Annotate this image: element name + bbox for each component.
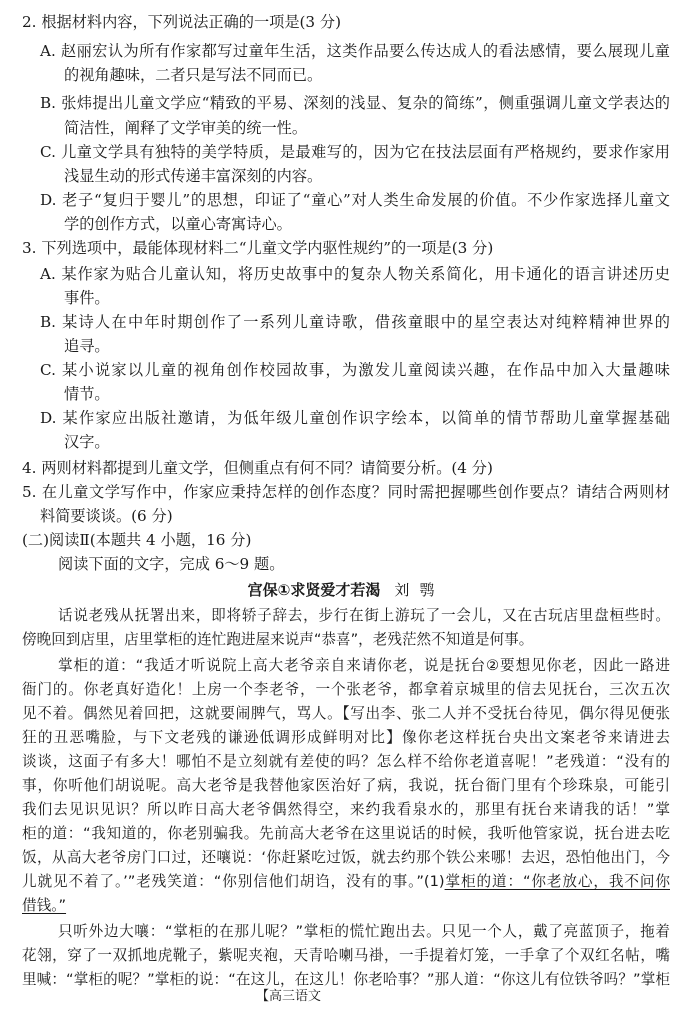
passage-line: 里喊：“掌柜的呢？”掌柜的说：“在这儿，在这儿！你老哈事？”那人道：“你这儿有位铁爷吗？”掌柜 [22, 971, 670, 988]
question-line: 浅显生动的形式传递丰富深刻的内容。 [64, 167, 323, 185]
question-line: B. 某诗人在中年时期创作了一系列儿童诗歌，借孩童眼中的星空表达对纯粹精神世界的 [40, 313, 670, 331]
passage-line: 掌柜的道：“我适才听说院上高大老爷亲自来请你老，说是抚台②要想见你老，因此一路进 [58, 657, 670, 674]
question-line: 料简要谈谈。(6 分) [40, 507, 173, 525]
passage-line: 谈谈，这面子有多大！哪怕不是立刻就有差使的吗？怎么样不给你老道喜呢！”老残道：“没有的 [22, 753, 670, 770]
question-line: 5. 在儿童文学写作中，作家应秉持怎样的创作态度？同时需把握哪些创作要点？请结合两则材 [22, 483, 670, 501]
question-line: 2. 根据材料内容，下列说法正确的一项是(3 分) [22, 13, 342, 31]
passage-line: 我们去见识见识？所以昨日高大老爷偶然得空，来约我看泉水的，那里有抚台来请我的话！”掌 [22, 801, 670, 818]
passage-line: 见不着。偶然见着回把，这就要闹脾气，骂人。【写出李、张二人并不受抚台待见，偶尔得见便张 [22, 705, 670, 722]
passage-author: 刘鹗 [394, 581, 445, 599]
passage-title-text: 宫保①求贤爱才若渴 [247, 581, 381, 599]
passage-line: 衙门的。你老真好造化！上房一个李老爷，一个张老爷，都拿着京城里的信去见抚台，三次五次 [22, 681, 670, 698]
passage-line: 饭，从高大老爷房门口过，还嚷说：‘你赶紧吃过饭，就去约那个铁公来哪！去迟，恐怕他出门，今 [22, 849, 670, 866]
question-line: 简洁性，阐释了文学审美的统一性。 [64, 119, 307, 137]
underlined-sentence: 掌柜的道：“你老放心，我不问你 [444, 873, 670, 890]
question-line: 3. 下列选项中，最能体现材料二“儿童文学内驱性规约”的一项是(3 分) [22, 239, 494, 257]
passage-line: 事，你听他们胡说呢。高大老爷是我替他家医治好了病，我说，抚台衙门里有个珍珠泉，可能引 [22, 777, 670, 794]
question-line: 事件。 [64, 289, 110, 307]
question-line: 情节。 [64, 385, 110, 403]
passage-line: 花翎，穿了一双抓地虎靴子，紫呢夹袍，天青哈喇马褂，一手提着灯笼，一手拿了个双红名帖，嘴 [22, 947, 670, 964]
question-line: A. 赵丽宏认为所有作家都写过童年生活，这类作品要么传达成人的看法感情，要么展现儿童 [40, 42, 670, 60]
passage-line: 傍晚回到店里，店里掌柜的连忙跑进屋来说声“恭喜”，老残茫然不知道是何事。 [22, 631, 534, 648]
question-line: 学的创作方式，以童心寄寓诗心。 [64, 215, 292, 233]
question-line: D. 老子“复归于婴儿”的思想，印证了“童心”对人类生命发展的价值。不少作家选择儿童文 [40, 191, 670, 209]
passage-line: 柜的道：“我知道的，你老别骗我。先前高大老爷在这里说话的时候，我听他管家说，抚台进去吃 [22, 825, 670, 842]
question-line: 阅读下面的文字，完成 6～9 题。 [58, 555, 285, 573]
question-line: C. 儿童文学具有独特的美学特质，是最难写的，因为它在技法层面有严格规约，要求作家用 [40, 143, 670, 161]
question-line: B. 张炜提出儿童文学应“精致的平易、深刻的浅显、复杂的简练”，侧重强调儿童文学表达的 [40, 94, 670, 112]
question-line: D. 某作家应出版社邀请，为低年级儿童创作识字绘本，以简单的情节帮助儿童掌握基础 [40, 409, 670, 427]
page-footer: 【高三语文 [256, 989, 322, 1004]
passage-title [0, 578, 692, 602]
question-line: 汉字。 [64, 433, 110, 451]
question-line: 的视角趣味，二者只是写法不同而已。 [64, 66, 323, 84]
underlined-sentence: 借钱。” [22, 897, 67, 914]
question-line: C. 某小说家以儿童的视角创作校园故事，为激发儿童阅读兴趣，在作品中加入大量趣味 [40, 361, 670, 379]
passage-line [22, 894, 222, 918]
question-line: 追寻。 [64, 337, 110, 355]
question-line: A. 某作家为贴合儿童认知，将历史故事中的复杂人物关系简化，用卡通化的语言讲述历史 [40, 265, 670, 283]
question-line: (二)阅读Ⅱ(本题共 4 小题，16 分) [22, 531, 252, 549]
passage-line: 狂的丑恶嘴脸，与下文老残的谦逊低调形成鲜明对比】像你老这样抚台央出文案老爷来请进去 [22, 729, 670, 746]
question-line: 4. 两则材料都提到儿童文学，但侧重点有何不同？请简要分析。(4 分) [22, 459, 493, 477]
passage-line: 只听外边大嚷：“掌柜的在那儿呢？”掌柜的慌忙跑出去。只见一个人，戴了亮蓝顶子，拖着 [58, 923, 670, 940]
passage-line: 儿就见不着了。’”老残笑道：“你别信他们胡诌，没有的事。”(1)掌柜的道：“你老放心，我不问你 [22, 873, 670, 890]
passage-line: 话说老残从抚署出来，即将轿子辞去，步行在街上游玩了一会儿，又在古玩店里盘桓些时。 [58, 607, 670, 624]
